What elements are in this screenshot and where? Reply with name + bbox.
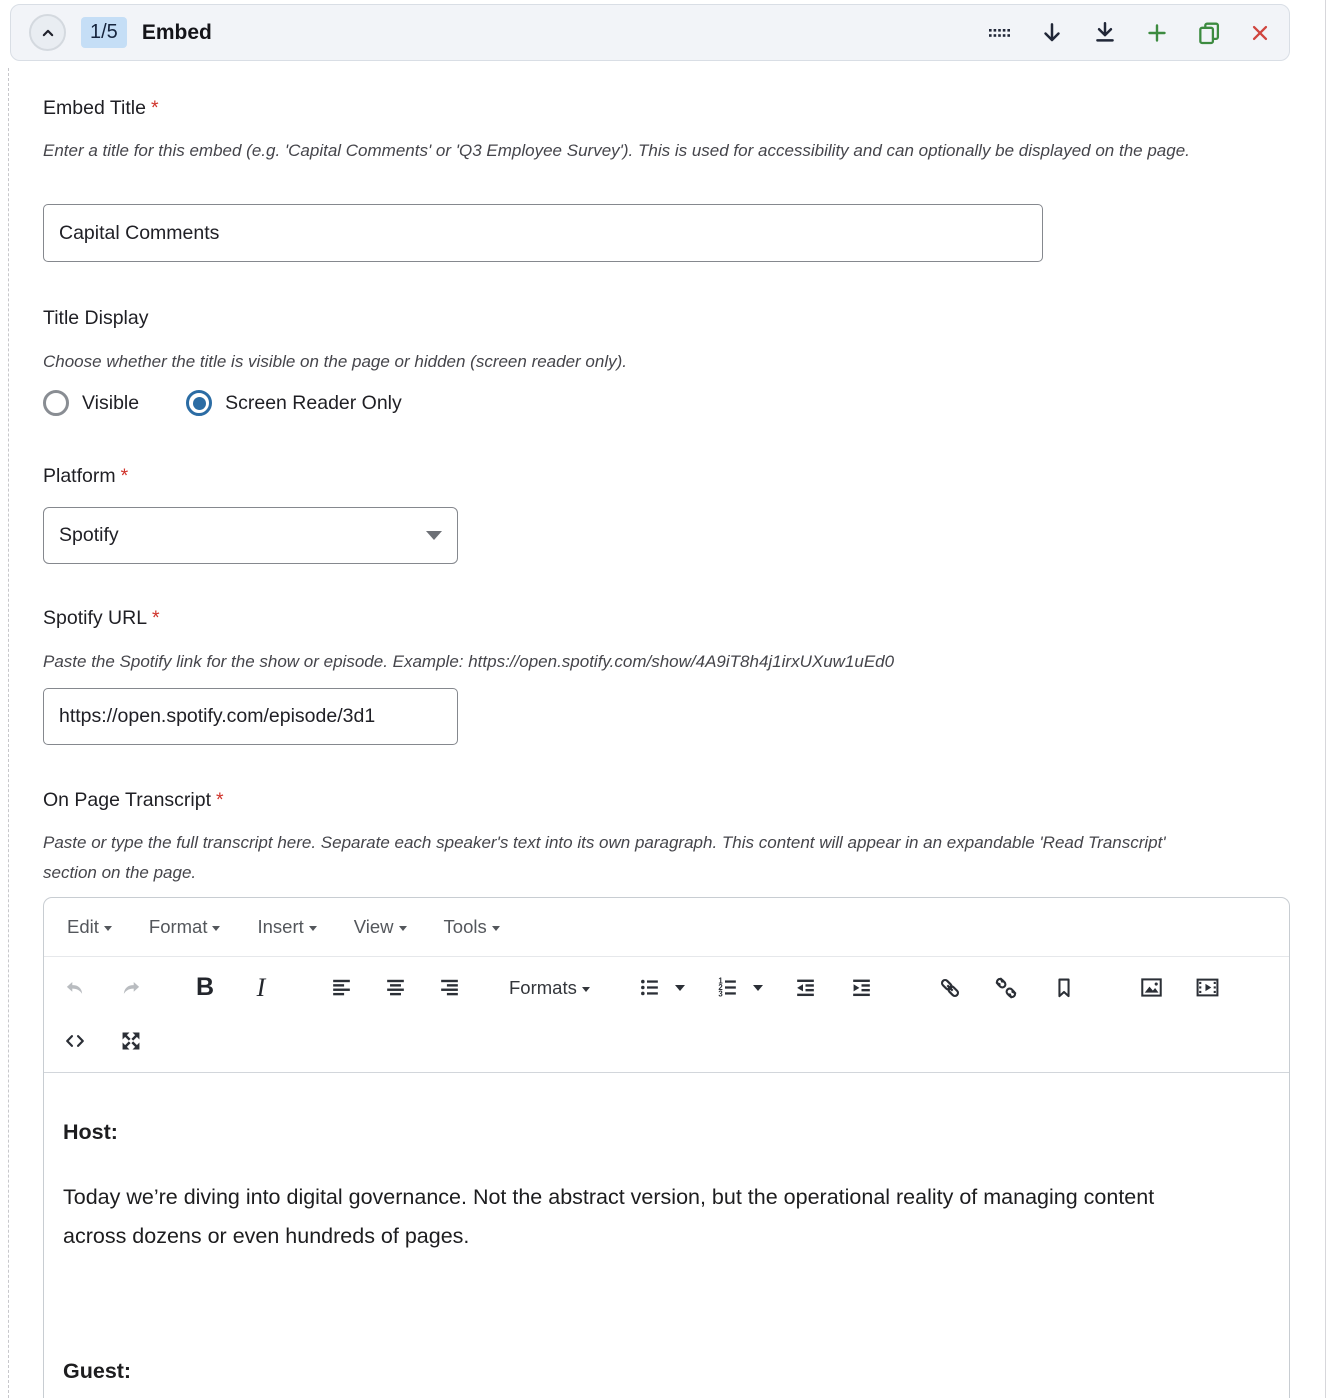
image-icon (1138, 974, 1165, 1001)
menu-tools[interactable] (444, 916, 500, 938)
transcript-paragraph-guest: Guest: (63, 1359, 132, 1383)
toolbar-row-1 (44, 959, 1289, 1016)
transcript-label (43, 789, 224, 812)
paragraph-actions (988, 20, 1271, 46)
move-to-bottom-button[interactable] (1092, 20, 1118, 46)
numbered-list-options[interactable] (750, 985, 766, 991)
radio-screen-reader-circle[interactable] (186, 390, 212, 416)
paragraph-guide-line (8, 68, 9, 1398)
title-display-description: Choose whether the title is visible on the page or hidden (screen reader only). (43, 352, 628, 371)
arrow-down-to-bar-icon (1092, 20, 1118, 46)
chevron-up-icon (38, 23, 58, 43)
menu-tools-label: Tools (443, 916, 487, 937)
numbered-list-icon (715, 975, 740, 1000)
toolbar-row-2 (44, 1016, 1289, 1066)
radio-screen-reader-only[interactable] (186, 390, 402, 416)
paragraph-header (10, 4, 1290, 61)
spotify-url-description: Paste the Spotify link for the show or episode. Example: https://open.spotify.com/show/4A9iT8h4j1irxUXuw1uEd0 (43, 652, 895, 671)
chevron-down-icon (582, 987, 590, 992)
menu-view[interactable] (354, 916, 407, 938)
outdent-button[interactable] (788, 968, 824, 1008)
undo-button[interactable] (57, 968, 93, 1008)
align-left-button[interactable] (323, 968, 359, 1008)
drag-handle-icon (988, 25, 1012, 41)
transcript-label-text: On Page Transcript (43, 789, 211, 811)
remove-button[interactable] (1249, 22, 1271, 44)
chevron-down-icon (399, 926, 407, 931)
code-icon (62, 1028, 88, 1054)
platform-label-text: Platform (43, 465, 116, 487)
insert-image-button[interactable] (1134, 968, 1170, 1008)
index-badge: 1/5 (81, 17, 127, 48)
align-center-icon (383, 975, 408, 1000)
paragraph-type-title: Embed (141, 20, 212, 44)
svg-text:1: 1 (718, 976, 724, 986)
arrow-down-icon (1039, 20, 1065, 46)
chevron-down-icon (753, 985, 763, 991)
menu-format-label: Format (148, 916, 208, 937)
platform-select[interactable] (43, 507, 458, 564)
required-marker: * (150, 97, 159, 119)
numbered-list-button[interactable] (710, 968, 746, 1008)
bookmark-icon (1051, 975, 1077, 1001)
svg-text:3: 3 (718, 989, 724, 999)
svg-text:2: 2 (718, 983, 724, 993)
formats-dropdown[interactable] (509, 977, 590, 999)
spotify-url-label (43, 607, 160, 630)
chevron-down-icon (492, 926, 500, 931)
bullet-list-button[interactable] (632, 968, 668, 1008)
transcript-description: Paste or type the full transcript here. Separate each speaker's text into its own paragraph. This content will appear in an expandable 'Read Transcript' section on the page. (43, 833, 1166, 882)
align-left-icon (329, 975, 354, 1000)
plus-icon (1145, 21, 1169, 45)
chevron-down-icon (426, 531, 442, 540)
remove-link-button[interactable] (988, 968, 1024, 1008)
insert-media-button[interactable] (1190, 968, 1226, 1008)
embed-title-label (43, 97, 159, 120)
insert-link-button[interactable] (932, 968, 968, 1008)
transcript-paragraph-host: Host: (63, 1120, 118, 1144)
align-right-button[interactable] (431, 968, 467, 1008)
editor-toolbar (44, 957, 1289, 1073)
unlink-icon (993, 975, 1019, 1001)
formats-label: Formats (509, 976, 577, 998)
italic-icon: I (256, 972, 266, 1002)
bold-button[interactable] (187, 968, 223, 1008)
chevron-down-icon (309, 926, 317, 931)
radio-screen-reader-label: Screen Reader Only (225, 391, 402, 414)
menu-edit-label: Edit (67, 916, 99, 937)
move-down-button[interactable] (1039, 20, 1065, 46)
radio-visible-label: Visible (82, 391, 140, 414)
source-code-button[interactable] (57, 1021, 93, 1061)
indent-button[interactable] (844, 968, 880, 1008)
chevron-down-icon (675, 985, 685, 991)
transcript-editable-area[interactable] (44, 1073, 1289, 1391)
page-right-border (1325, 0, 1326, 1398)
radio-visible-circle[interactable] (43, 390, 69, 416)
spotify-url-label-text: Spotify URL (43, 607, 148, 629)
required-marker: * (216, 789, 224, 811)
chevron-down-icon (104, 926, 112, 931)
anchor-button[interactable] (1046, 968, 1082, 1008)
undo-icon (62, 975, 88, 1001)
platform-label (43, 465, 128, 488)
media-icon (1194, 974, 1221, 1001)
menu-insert-label: Insert (257, 916, 304, 937)
collapse-button[interactable] (29, 14, 66, 51)
required-marker: * (152, 607, 160, 629)
outdent-icon (793, 975, 818, 1000)
embed-title-input[interactable] (43, 204, 1043, 262)
menu-insert[interactable] (257, 916, 316, 938)
copy-icon (1196, 20, 1222, 46)
required-marker: * (120, 465, 129, 487)
menu-edit[interactable] (67, 916, 112, 938)
italic-button[interactable] (243, 968, 279, 1008)
menu-view-label: View (353, 916, 394, 937)
close-icon (1249, 22, 1271, 44)
duplicate-button[interactable] (1196, 20, 1222, 46)
embed-title-description: Enter a title for this embed (e.g. 'Capital Comments' or 'Q3 Employee Survey'). This is used for accessibility and can optionally be displayed on the page. (43, 141, 1190, 160)
embed-title-label-text: Embed Title (43, 97, 146, 119)
redo-icon (118, 975, 144, 1001)
bullet-list-icon (637, 975, 662, 1000)
chevron-down-icon (212, 926, 220, 931)
align-center-button[interactable] (377, 968, 413, 1008)
editor-menubar (44, 898, 1289, 957)
bold-icon: B (195, 973, 215, 1001)
radio-visible[interactable] (43, 390, 139, 416)
platform-select-value: Spotify (59, 524, 119, 546)
bullet-list-options[interactable] (672, 985, 688, 991)
add-paragraph-button[interactable] (1145, 21, 1169, 45)
link-icon (937, 975, 963, 1001)
drag-handle[interactable] (988, 25, 1012, 41)
transcript-editor (43, 897, 1290, 1398)
fullscreen-icon (118, 1028, 144, 1054)
menu-format[interactable] (149, 916, 221, 938)
title-display-label: Title Display (43, 307, 149, 329)
title-display-options (43, 390, 402, 416)
align-right-icon (437, 975, 462, 1000)
indent-icon (849, 975, 874, 1000)
redo-button[interactable] (113, 968, 149, 1008)
transcript-paragraph-body: Today we’re diving into digital governance. Not the abstract version, but the operational reality of managing content across dozens or even hundreds of pages. (63, 1185, 1155, 1248)
spotify-url-input[interactable] (43, 688, 458, 745)
fullscreen-button[interactable] (113, 1021, 149, 1061)
